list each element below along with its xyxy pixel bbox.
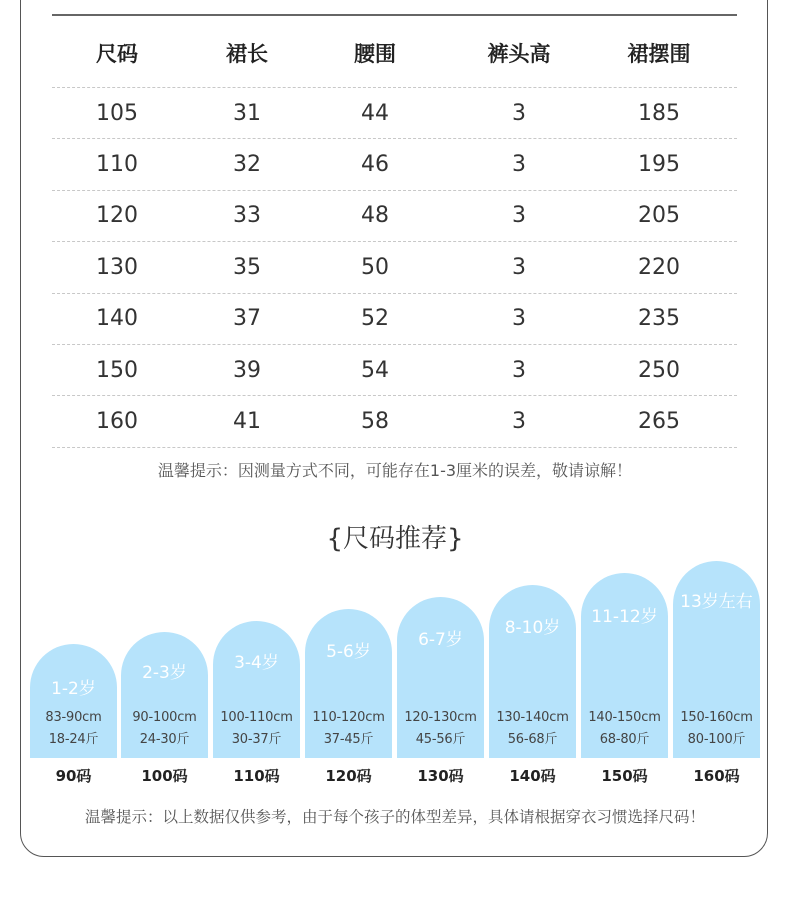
weight-range: 24-30斤 xyxy=(139,732,190,747)
recommend-card-130 xyxy=(397,597,484,758)
cell-waistband-height: 3 xyxy=(512,306,526,332)
weight-range: 18-24斤 xyxy=(48,732,99,747)
size-label-90: 90码 xyxy=(55,767,92,785)
height-range: 90-100cm xyxy=(132,710,197,725)
table-row xyxy=(52,88,737,139)
height-range: 130-140cm xyxy=(496,710,569,725)
height-range: 120-130cm xyxy=(404,710,477,725)
reference-note: 温馨提示：以上数据仅供参考，由于每个孩子的体型差异，具体请根据穿衣习惯选择尺码！ xyxy=(84,808,705,826)
cell-size: 105 xyxy=(96,100,138,126)
cell-hem: 220 xyxy=(638,254,680,280)
table-header-row xyxy=(52,18,737,88)
header-size: 尺码 xyxy=(96,41,138,66)
header-skirt-length: 裙长 xyxy=(226,41,268,66)
age-label: 6-7岁 xyxy=(418,630,463,650)
cell-skirt-length: 32 xyxy=(233,152,261,178)
table-row xyxy=(52,191,737,242)
cell-waist: 50 xyxy=(361,254,389,280)
cell-skirt-length: 41 xyxy=(233,409,261,435)
size-label-130: 130码 xyxy=(417,767,464,785)
header-hem: 裙摆围 xyxy=(627,41,691,66)
age-label: 1-2岁 xyxy=(51,679,96,699)
weight-range: 45-56斤 xyxy=(415,732,466,747)
cell-waistband-height: 3 xyxy=(512,152,526,178)
cell-hem: 185 xyxy=(638,100,680,126)
cell-waistband-height: 3 xyxy=(512,100,526,126)
age-label: 3-4岁 xyxy=(234,653,279,673)
cell-waist: 46 xyxy=(361,152,389,178)
recommend-title: {尺码推荐} xyxy=(326,524,464,554)
weight-range: 56-68斤 xyxy=(507,732,558,747)
weight-range: 68-80斤 xyxy=(599,732,650,747)
cell-waistband-height: 3 xyxy=(512,357,526,383)
cell-skirt-length: 35 xyxy=(233,254,261,280)
table-row xyxy=(52,345,737,396)
age-label: 5-6岁 xyxy=(326,642,371,662)
cell-waist: 54 xyxy=(361,357,389,383)
cell-waistband-height: 3 xyxy=(512,203,526,229)
age-label: 13岁左右 xyxy=(680,592,753,612)
weight-range: 30-37斤 xyxy=(231,732,282,747)
recommend-card-160 xyxy=(673,561,760,758)
cell-size: 160 xyxy=(96,409,138,435)
age-label: 8-10岁 xyxy=(504,618,561,638)
header-waistband-height: 裤头高 xyxy=(487,41,551,66)
age-label: 11-12岁 xyxy=(591,607,658,627)
recommend-card-90 xyxy=(30,644,117,758)
cell-waistband-height: 3 xyxy=(512,254,526,280)
table-row xyxy=(52,294,737,345)
cell-hem: 250 xyxy=(638,357,680,383)
table-row xyxy=(52,242,737,293)
size-label-140: 140码 xyxy=(509,767,556,785)
recommend-card-150 xyxy=(581,573,668,758)
cell-size: 110 xyxy=(96,152,138,178)
cell-waist: 58 xyxy=(361,409,389,435)
size-label-160: 160码 xyxy=(693,767,740,785)
cell-size: 140 xyxy=(96,306,138,332)
age-label: 2-3岁 xyxy=(142,663,187,683)
table-row xyxy=(52,396,737,447)
cell-hem: 235 xyxy=(638,306,680,332)
cell-size: 120 xyxy=(96,203,138,229)
size-label-120: 120码 xyxy=(325,767,372,785)
measurement-note: 温馨提示：因测量方式不同，可能存在1-3厘米的误差，敬请谅解！ xyxy=(157,461,633,480)
cell-waist: 48 xyxy=(361,203,389,229)
height-range: 140-150cm xyxy=(588,710,661,725)
height-range: 83-90cm xyxy=(45,710,102,725)
recommend-card-100 xyxy=(121,632,208,758)
table-row xyxy=(52,139,737,190)
height-range: 150-160cm xyxy=(680,710,753,725)
cell-waist: 52 xyxy=(361,306,389,332)
cell-skirt-length: 33 xyxy=(233,203,261,229)
cell-waist: 44 xyxy=(361,100,389,126)
cell-skirt-length: 37 xyxy=(233,306,261,332)
cell-hem: 195 xyxy=(638,152,680,178)
cell-skirt-length: 31 xyxy=(233,100,261,126)
recommend-card-120 xyxy=(305,609,392,758)
cell-size: 130 xyxy=(96,254,138,280)
size-label-110: 110码 xyxy=(233,767,280,785)
recommend-card-110 xyxy=(213,621,300,758)
cell-skirt-length: 39 xyxy=(233,357,261,383)
cell-hem: 265 xyxy=(638,409,680,435)
size-label-150: 150码 xyxy=(601,767,648,785)
recommend-card-140 xyxy=(489,585,576,758)
table-top-rule xyxy=(52,14,737,16)
size-table xyxy=(52,18,737,448)
weight-range: 37-45斤 xyxy=(323,732,374,747)
height-range: 110-120cm xyxy=(312,710,385,725)
weight-range: 80-100斤 xyxy=(687,732,746,747)
header-waist: 腰围 xyxy=(354,41,396,66)
size-label-100: 100码 xyxy=(141,767,188,785)
cell-waistband-height: 3 xyxy=(512,409,526,435)
cell-size: 150 xyxy=(96,357,138,383)
cell-hem: 205 xyxy=(638,203,680,229)
height-range: 100-110cm xyxy=(220,710,293,725)
